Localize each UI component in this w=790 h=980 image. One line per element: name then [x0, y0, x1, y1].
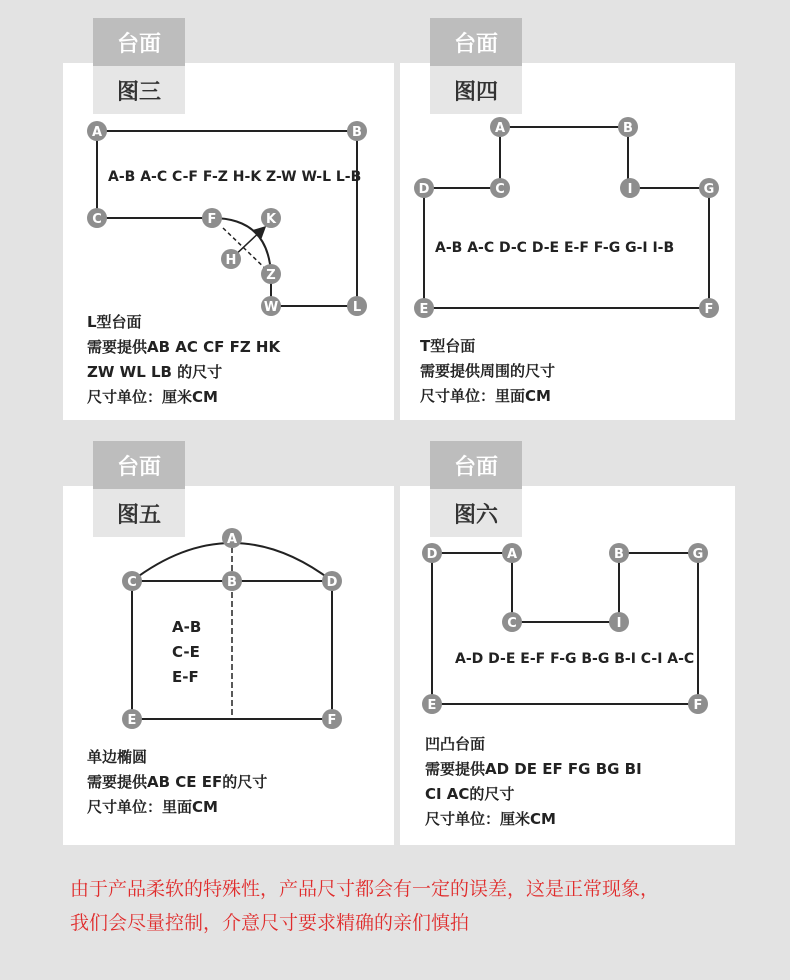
node-p3-f — [202, 208, 222, 228]
node-label: C — [495, 182, 505, 197]
desc-line: L型台面 — [87, 313, 142, 331]
node-p3-c — [87, 208, 107, 228]
node-label: C — [507, 616, 517, 631]
node-p5-e — [122, 709, 142, 729]
node-p4-e — [414, 298, 434, 318]
node-label: W — [263, 300, 279, 315]
node-p4-d — [414, 178, 434, 198]
desc-line: 需要提供AB CE EF的尺寸 — [87, 773, 268, 791]
description-l-shape — [87, 310, 280, 410]
node-label: F — [327, 713, 337, 728]
node-label: A — [494, 121, 506, 136]
node-p6-d — [422, 543, 442, 563]
node-label: C — [127, 575, 137, 590]
tab-countertop: 台面 — [430, 441, 522, 489]
node-label: Z — [266, 268, 276, 283]
description-concave-convex — [425, 732, 642, 832]
node-label: K — [265, 212, 277, 227]
formula-line-3: E-F — [172, 668, 199, 686]
node-p5-c — [122, 571, 142, 591]
formula-t-shape: A-B A-C D-C D-E E-F F-G G-I I-B — [435, 240, 675, 256]
desc-line: 需要提供AD DE EF FG BG BI — [425, 760, 642, 778]
node-p5-d — [322, 571, 342, 591]
node-label: E — [427, 698, 437, 713]
node-label: B — [352, 125, 362, 140]
tab-figure-5: 图五 — [93, 489, 185, 537]
footer-line: 我们会尽量控制，介意尺寸要求精确的亲们慎拍 — [70, 912, 470, 934]
desc-line: T型台面 — [420, 337, 476, 355]
concave-convex-outline — [432, 553, 698, 704]
desc-line: ZW WL LB 的尺寸 — [87, 363, 223, 381]
node-p6-g — [688, 543, 708, 563]
node-p6-e — [422, 694, 442, 714]
desc-line: CI AC的尺寸 — [425, 785, 515, 803]
node-p5-f — [322, 709, 342, 729]
node-label: I — [627, 182, 633, 197]
desc-line: 尺寸单位：厘米CM — [87, 388, 218, 406]
node-p4-a — [490, 117, 510, 137]
desc-line: 需要提供AB AC CF FZ HK — [87, 338, 281, 356]
node-p4-i — [620, 178, 640, 198]
node-p5-a — [222, 528, 242, 548]
nodes-layer — [87, 117, 719, 729]
node-p3-a — [87, 121, 107, 141]
desc-line: 尺寸单位：里面CM — [87, 798, 218, 816]
node-label: A — [226, 532, 238, 547]
node-p3-z — [261, 264, 281, 284]
formula-line-2: C-E — [172, 643, 200, 661]
node-label: D — [326, 575, 338, 590]
node-label: F — [693, 698, 703, 713]
node-label: B — [614, 547, 624, 562]
footer-line: 由于产品柔软的特殊性，产品尺寸都会有一定的误差，这是正常现象， — [70, 878, 660, 900]
node-label: G — [692, 547, 704, 562]
node-p3-k — [261, 208, 281, 228]
description-t-shape — [420, 334, 555, 409]
tab-countertop: 台面 — [93, 18, 185, 66]
node-label: E — [127, 713, 137, 728]
node-label: G — [703, 182, 715, 197]
node-label: C — [92, 212, 102, 227]
node-p4-c — [490, 178, 510, 198]
node-label: F — [207, 212, 217, 227]
node-p3-b — [347, 121, 367, 141]
node-label: A — [506, 547, 518, 562]
tab-countertop: 台面 — [93, 441, 185, 489]
node-p3-h — [221, 249, 241, 269]
desc-line: 尺寸单位：里面CM — [420, 387, 551, 405]
tab-figure-4: 图四 — [430, 66, 522, 114]
node-label: A — [91, 125, 103, 140]
formula-l-shape: A-B A-C C-F F-Z H-K Z-W W-L L-B — [108, 169, 362, 185]
node-p4-f — [699, 298, 719, 318]
tab-figure-6: 图六 — [430, 489, 522, 537]
node-p6-i — [609, 612, 629, 632]
footer-notice — [70, 872, 659, 940]
node-label: D — [418, 182, 430, 197]
node-label: L — [352, 300, 362, 315]
node-p6-f — [688, 694, 708, 714]
node-p5-b — [222, 571, 242, 591]
node-p4-g — [699, 178, 719, 198]
node-label: D — [426, 547, 438, 562]
desc-line: 尺寸单位：厘米CM — [425, 810, 556, 828]
formula-line-1: A-B — [172, 618, 202, 636]
formula-concave-convex: A-D D-E E-F F-G B-G B-I C-I A-C — [455, 651, 695, 667]
desc-line: 单边椭圆 — [87, 748, 148, 766]
node-p6-b — [609, 543, 629, 563]
desc-line: 凹凸台面 — [425, 735, 486, 753]
description-half-ellipse — [87, 745, 267, 820]
node-label: E — [419, 302, 429, 317]
desc-line: 需要提供周围的尺寸 — [420, 362, 556, 380]
t-shape-outline — [424, 127, 709, 308]
node-p4-b — [618, 117, 638, 137]
l-shape-outline — [97, 131, 357, 306]
tab-figure-3: 图三 — [93, 66, 185, 114]
node-label: B — [623, 121, 633, 136]
node-label: I — [616, 616, 622, 631]
node-label: F — [704, 302, 714, 317]
node-label: H — [225, 253, 237, 268]
node-p6-c — [502, 612, 522, 632]
node-p6-a — [502, 543, 522, 563]
node-p3-l — [347, 296, 367, 316]
node-label: B — [227, 575, 237, 590]
tab-countertop: 台面 — [430, 18, 522, 66]
